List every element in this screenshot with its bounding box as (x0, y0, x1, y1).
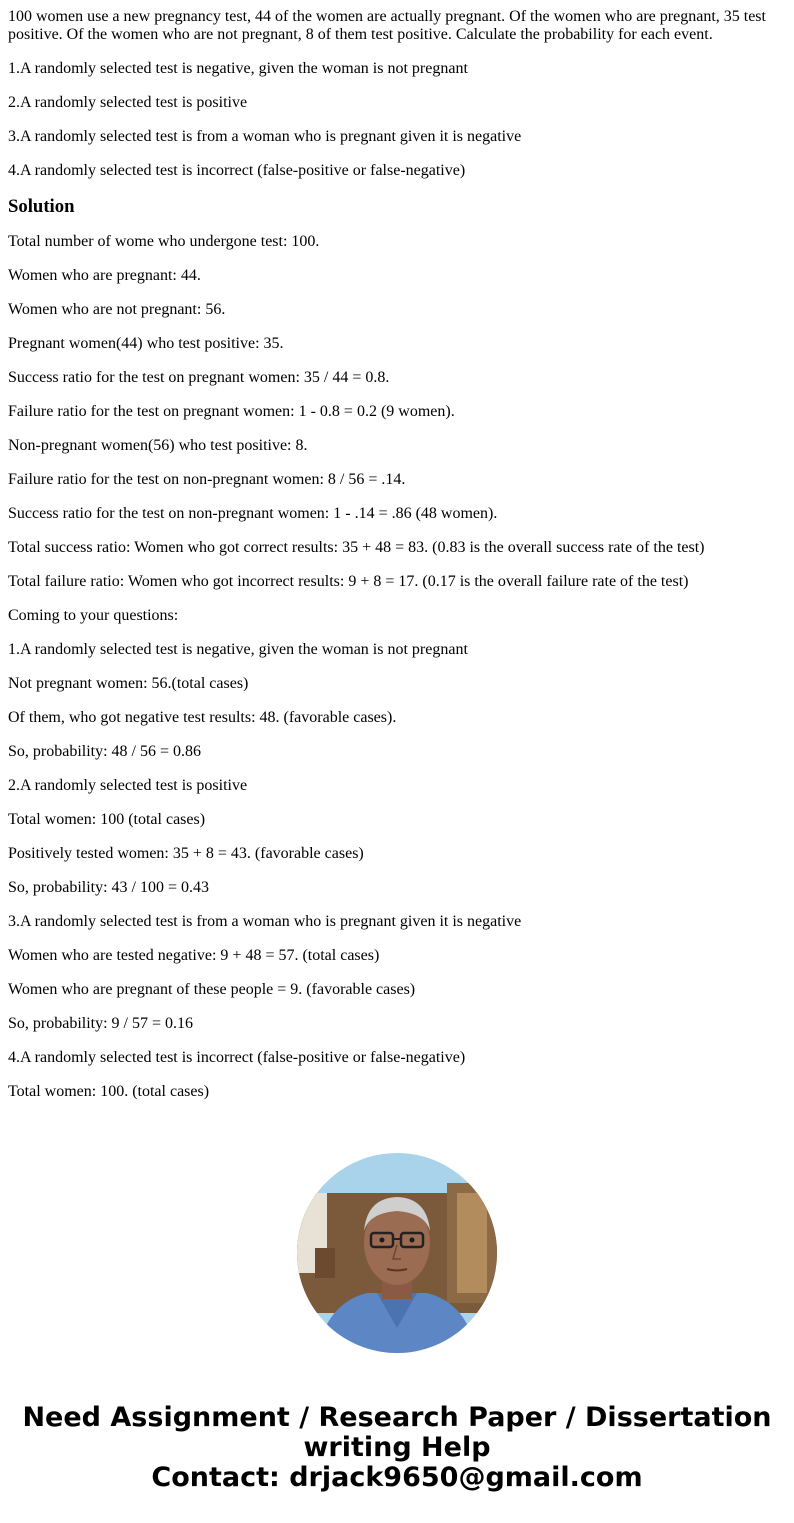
solution-line: Failure ratio for the test on pregnant women: 1 - 0.8 = 0.2 (9 women). (8, 403, 455, 420)
solution-line: So, probability: 43 / 100 = 0.43 (8, 879, 210, 896)
author-portrait-image (297, 1153, 497, 1353)
solution-line: Of them, who got negative test results: 48. (favorable cases). (8, 709, 397, 726)
question-intro: 100 women use a new pregnancy test, 44 of the women are actually pregnant. Of the women who are pregnant, 35 test positive. Of the women who are not pregnant, 8 of them test positive. Calculate the probability for each event. (8, 8, 766, 43)
question-item-1: 1.A randomly selected test is negative, given the woman is not pregnant (8, 60, 468, 77)
solution-line: Total failure ratio: Women who got incorrect results: 9 + 8 = 17. (0.17 is the overall failure rate of the test) (8, 573, 689, 590)
solution-line: Success ratio for the test on pregnant women: 35 / 44 = 0.8. (8, 369, 390, 386)
solution-line: Total success ratio: Women who got correct results: 35 + 48 = 83. (0.83 is the overall success rate of the test) (8, 539, 705, 556)
solution-line: Non-pregnant women(56) who test positive: 8. (8, 437, 308, 454)
author-avatar (297, 1153, 497, 1353)
solution-line: Coming to your questions: (8, 607, 179, 624)
solution-line: Success ratio for the test on non-pregnant women: 1 - .14 = .86 (48 women). (8, 505, 498, 522)
solution-line: Failure ratio for the test on non-pregnant women: 8 / 56 = .14. (8, 471, 406, 488)
solution-line: 2.A randomly selected test is positive (8, 777, 248, 794)
solution-line: 1.A randomly selected test is negative, given the woman is not pregnant (8, 641, 468, 658)
promo-contact: Contact: drjack9650@gmail.com (151, 1462, 643, 1493)
question-item-4: 4.A randomly selected test is incorrect (false-positive or false-negative) (8, 162, 466, 179)
promo-footer (0, 1403, 794, 1493)
solution-line: Pregnant women(44) who test positive: 35. (8, 335, 284, 352)
promo-line-1: Need Assignment / Research Paper / Dissertation (22, 1402, 772, 1433)
solution-line: 4.A randomly selected test is incorrect (false-positive or false-negative) (8, 1049, 466, 1066)
solution-line: Women who are pregnant: 44. (8, 267, 201, 284)
promo-line-2: writing Help (303, 1432, 491, 1463)
question-item-3: 3.A randomly selected test is from a woman who is pregnant given it is negative (8, 128, 522, 145)
solution-line: Total women: 100. (total cases) (8, 1083, 210, 1100)
solution-line: 3.A randomly selected test is from a woman who is pregnant given it is negative (8, 913, 522, 930)
solution-line: Women who are pregnant of these people = 9. (favorable cases) (8, 981, 416, 998)
solution-line: Total number of wome who undergone test: 100. (8, 233, 320, 250)
solution-line: Not pregnant women: 56.(total cases) (8, 675, 249, 692)
solution-line: Women who are tested negative: 9 + 48 = 57. (total cases) (8, 947, 380, 964)
solution-line: Women who are not pregnant: 56. (8, 301, 226, 318)
solution-line: Positively tested women: 35 + 8 = 43. (favorable cases) (8, 845, 364, 862)
solution-heading: Solution (8, 196, 75, 217)
solution-line: Total women: 100 (total cases) (8, 811, 206, 828)
solution-line: So, probability: 48 / 56 = 0.86 (8, 743, 202, 760)
solution-line: So, probability: 9 / 57 = 0.16 (8, 1015, 194, 1032)
question-item-2: 2.A randomly selected test is positive (8, 94, 248, 111)
